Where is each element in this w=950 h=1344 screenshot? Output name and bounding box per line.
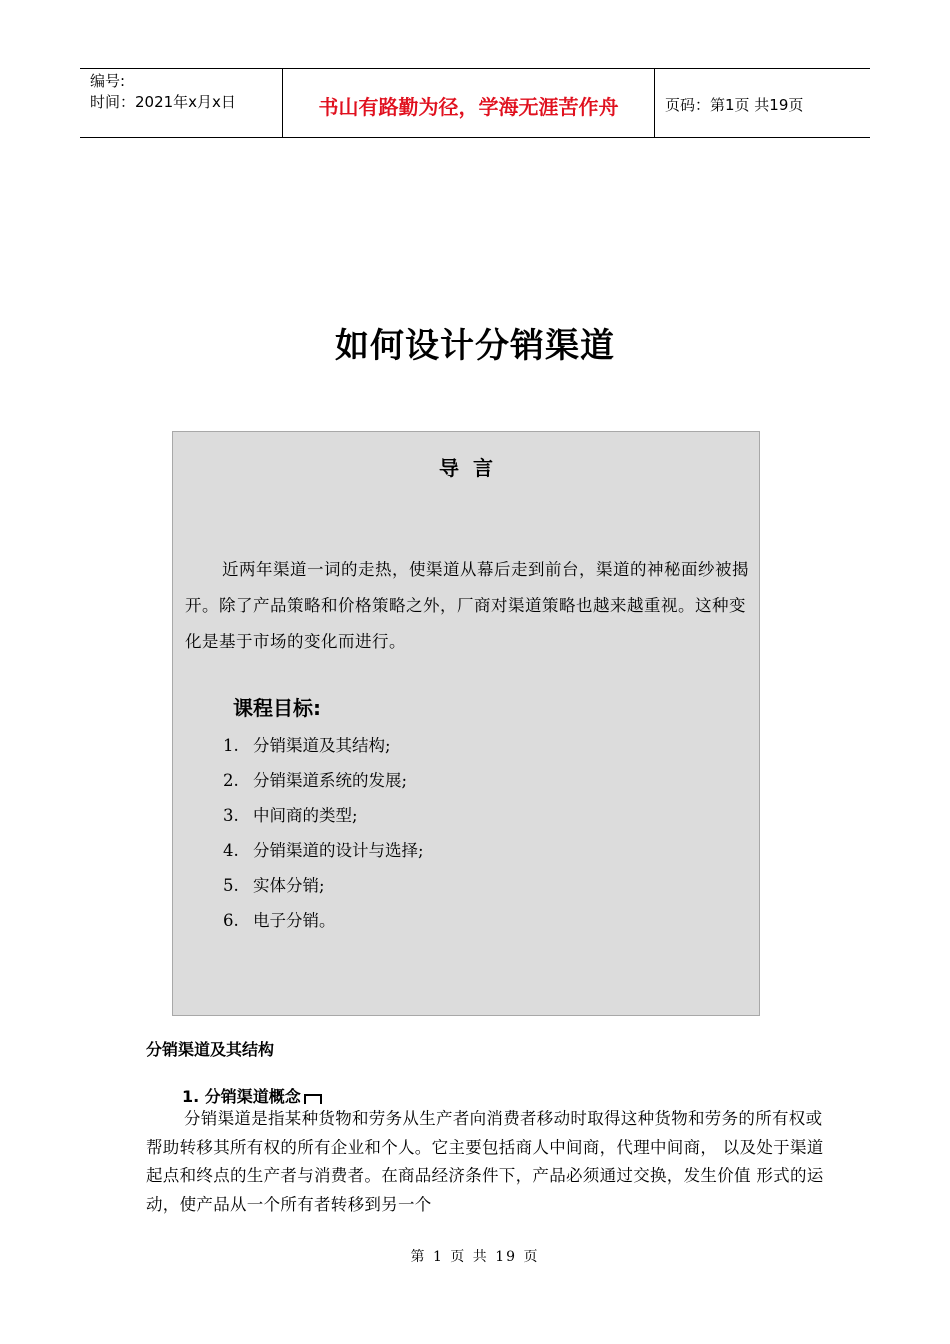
return-mark-icon [304, 1094, 322, 1104]
document-title: 如何设计分销渠道 [335, 326, 615, 366]
list-item: 6. 电子分销。 [223, 911, 336, 930]
subsection-heading: 1. 分销渠道概念 [182, 1084, 322, 1107]
document-number-label: 编号: [90, 72, 126, 90]
list-item: 2. 分销渠道系统的发展; [223, 771, 408, 790]
list-item: 5. 实体分销; [223, 876, 325, 895]
section-heading: 分销渠道及其结构 [146, 1040, 275, 1059]
list-item: 3. 中间商的类型; [223, 806, 358, 825]
page-footer: 第 1 页 共 19 页 [410, 1249, 540, 1265]
header-motto: 书山有路勤为径，学海无涯苦作舟 [318, 94, 619, 119]
course-goals-list [223, 728, 424, 938]
body-paragraph: 分销渠道是指某种货物和劳务从生产者向消费者移动时取得这种货物和劳务的所有权或帮助转移其所有权的所有企业和个人。它主要包括商人中间商，代理中间商， 以及处于渠道起点和终点的生产者与消费者。在商品经济条件下，产品必须通过交换，发生价值 形式的运动，使产品从一个所有者转移到另一个 [146, 1109, 824, 1214]
header-motto-cell [282, 69, 655, 137]
course-goals-title: 课程目标: [233, 696, 321, 720]
page-header-table [80, 68, 870, 138]
intro-box [172, 431, 760, 1016]
intro-paragraph: 近两年渠道一词的走热，使渠道从幕后走到前台，渠道的神秘面纱被揭开。除了产品策略和价格策略之外，厂商对渠道策略也越来越重视。这种变化是基于市场的变化而进行。 [185, 560, 749, 651]
header-page-cell [655, 69, 870, 137]
list-item: 1. 分销渠道及其结构; [223, 736, 391, 755]
intro-heading: 导言 [439, 456, 507, 480]
header-page-number: 页码：第1页 共19页 [665, 95, 804, 114]
document-time-label: 时间：2021年x月x日 [90, 93, 236, 111]
header-meta-cell [80, 69, 282, 137]
list-item: 4. 分销渠道的设计与选择; [223, 841, 424, 860]
